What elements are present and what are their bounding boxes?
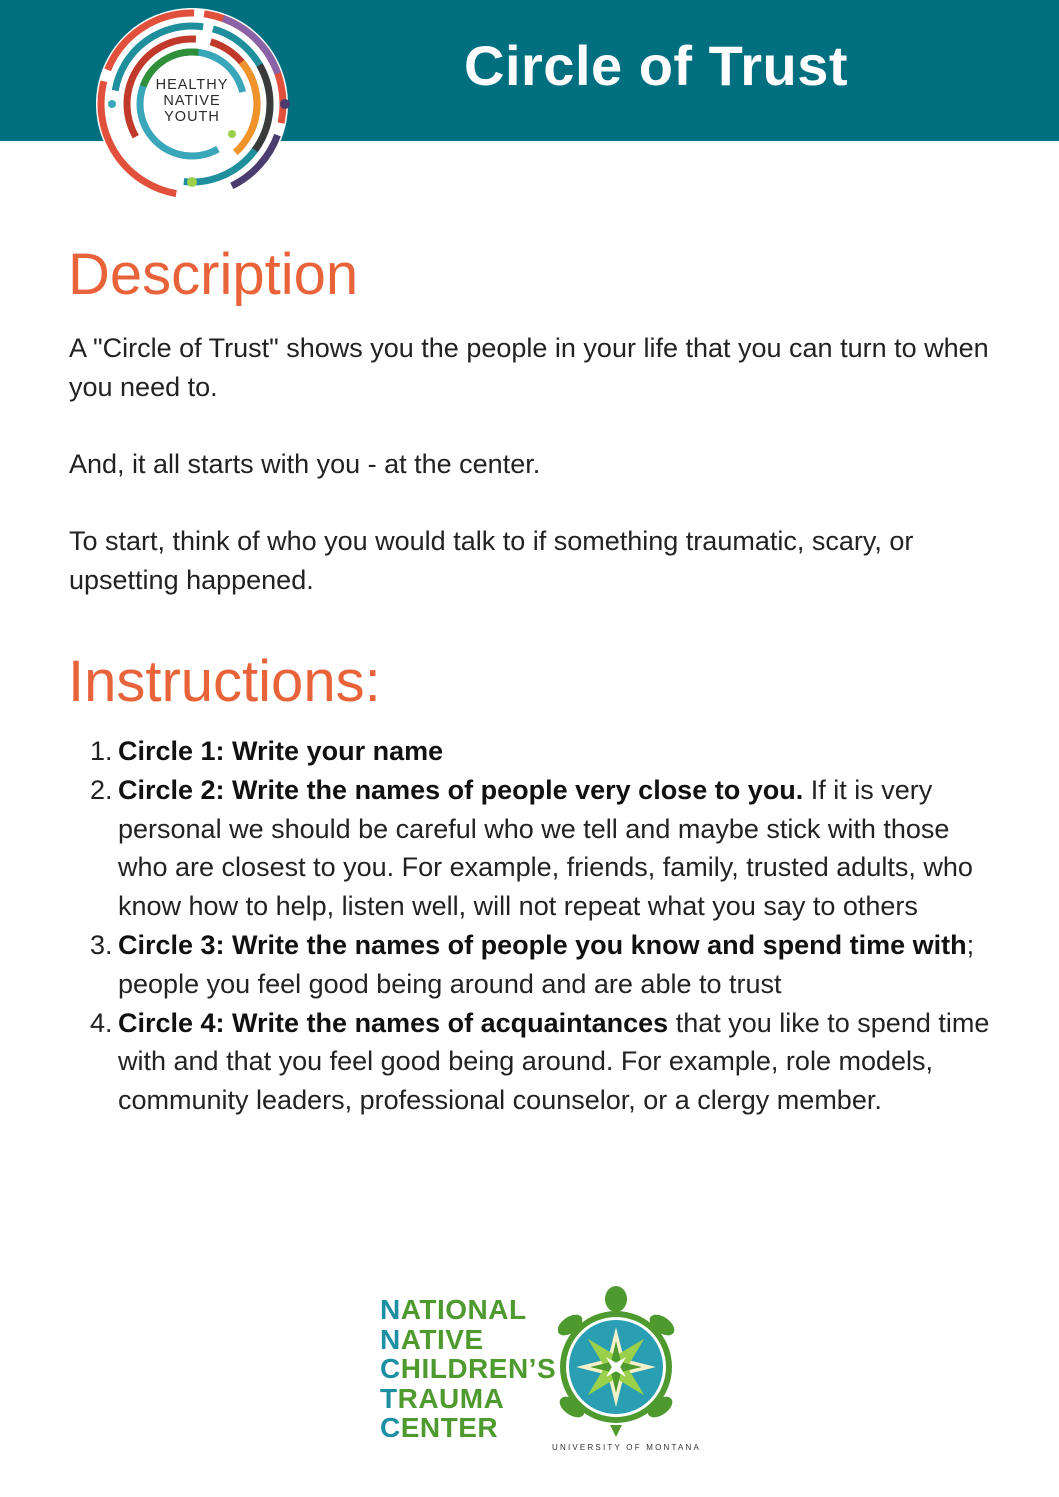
list-number: 1. [90, 736, 113, 766]
list-item [70, 732, 1000, 771]
list-item [70, 771, 1000, 926]
list-number: 2. [90, 774, 113, 805]
list-number: 4. [90, 1007, 113, 1038]
turtle-star-icon [558, 1285, 678, 1440]
page-title: Circle of Trust [464, 34, 849, 97]
instruction-text: that you like to spend time with and that you feel good being around. For example, role models, community leaders, professional counselor, or a clergy member. [118, 1007, 990, 1116]
nnctc-logo [378, 1285, 702, 1455]
university-label: UNIVERSITY OF MONTANA [552, 1443, 702, 1452]
list-item [70, 1004, 1000, 1120]
instructions-list [70, 732, 1000, 1120]
instruction-bold: Circle 2: Write the names of people very close to you. [118, 774, 804, 805]
instruction-bold: Circle 3: Write the names of people you know and spend time with [118, 929, 967, 960]
instruction-bold: Circle 4: Write the names of acquaintances [118, 1007, 669, 1038]
description-paragraph: A "Circle of Trust" shows you the people in your life that you can turn to when you need to. [69, 333, 989, 402]
instructions-heading: Instructions: [68, 649, 381, 714]
list-item [70, 926, 1000, 1004]
logo-wordmark: HEALTHY NATIVE YOUTH [155, 77, 229, 125]
description-heading: Description [68, 242, 359, 307]
description-paragraph: To start, think of who you would talk to if something traumatic, scary, or upsetting happened. [69, 526, 914, 595]
description-paragraph: And, it all starts with you - at the center. [69, 449, 541, 479]
list-number: 3. [90, 929, 113, 960]
nnctc-wordmark: NATIONAL NATIVE CHILDREN’S TRAUMA CENTER [380, 1294, 557, 1443]
healthy-native-youth-logo [92, 4, 292, 204]
instruction-text: If it is very personal we should be careful who we tell and maybe stick with those who are closest to you. For example, friends, family, trusted adults, who know how to help, listen well, will not repeat what you say to others [118, 774, 973, 922]
instruction-text: ; people you feel good being around and are able to trust [118, 929, 975, 999]
instruction-bold: Circle 1: Write your name [118, 736, 444, 766]
